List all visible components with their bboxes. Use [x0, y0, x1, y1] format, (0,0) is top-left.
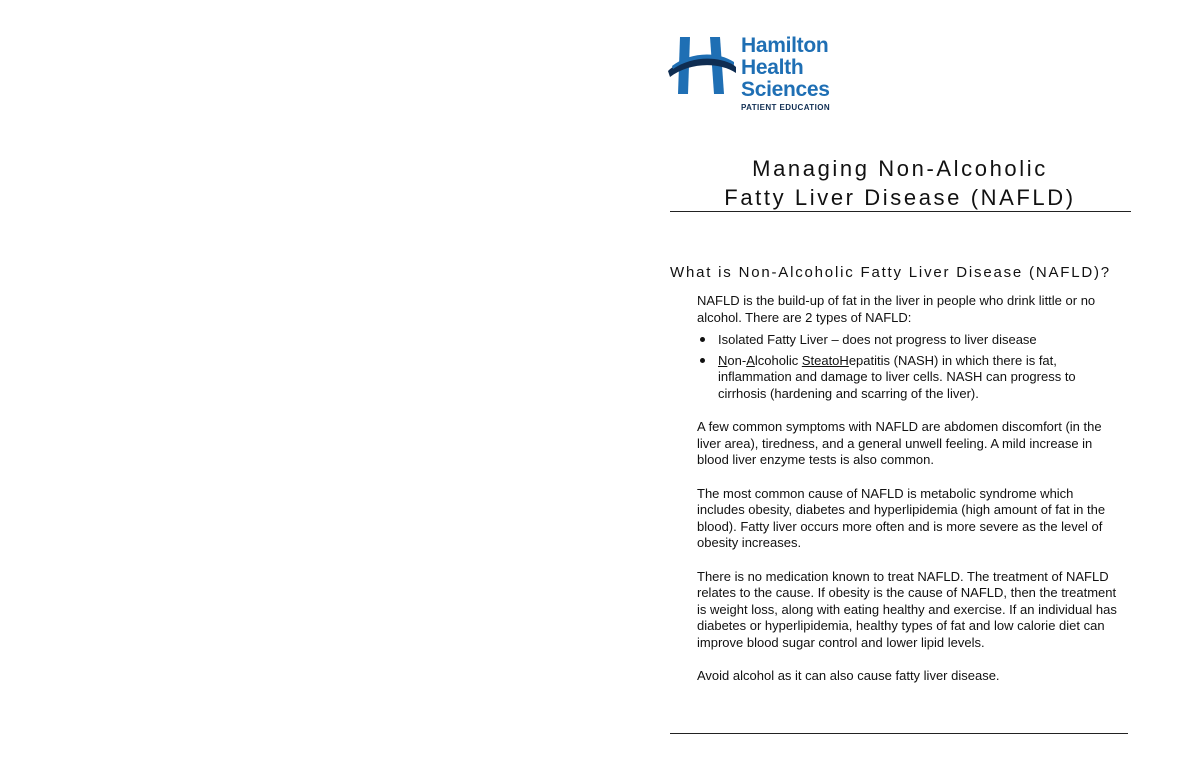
logo-subtitle: PATIENT EDUCATION	[741, 103, 831, 112]
document-title	[670, 154, 1130, 212]
title-line-1: Managing Non-Alcoholic	[752, 156, 1048, 181]
bottom-divider	[670, 733, 1128, 734]
nafld-types-list	[697, 332, 1117, 402]
section-heading: What is Non-Alcoholic Fatty Liver Disease (NAFLD)?	[670, 264, 1111, 281]
logo-line-sciences: Sciences	[741, 78, 830, 101]
bullet-text-part: epatitis (NASH) in which there is fat, inflammation and damage to liver cells. NASH can progress to cirrhosis (hardening and scarring of the liver).	[718, 352, 1076, 401]
acronym-letter-n: N	[718, 352, 728, 368]
section-body	[697, 293, 1117, 702]
list-item	[697, 332, 1117, 349]
intro-paragraph: NAFLD is the build-up of fat in the liver in people who drink little or no alcohol. There are 2 types of NAFLD:	[697, 293, 1096, 325]
logo-line-health: Health	[741, 56, 804, 79]
bullet-icon	[700, 358, 705, 363]
cause-paragraph: The most common cause of NAFLD is metabolic syndrome which includes obesity, diabetes and hyperlipidemia (high amount of fat in the blood). Fatty liver occurs more often and is more severe as the level of obesity increases.	[697, 485, 1106, 550]
bullet-text-part: lcoholic	[754, 352, 802, 368]
bullet-text-isolated-fatty-liver: Isolated Fatty Liver – does not progress to liver disease	[718, 332, 1037, 347]
symptoms-paragraph: A few common symptoms with NAFLD are abdomen discomfort (in the liver area), tiredness, and a general unwell feeling. A mild increase in blood liver enzyme tests is also common.	[697, 419, 1102, 467]
logo-line-hamilton: Hamilton	[741, 34, 829, 57]
bullet-icon	[700, 337, 705, 342]
hamilton-health-sciences-logo	[666, 33, 846, 113]
list-item	[697, 353, 1117, 403]
alcohol-advice-paragraph: Avoid alcohol as it can also cause fatty liver disease.	[697, 668, 1000, 683]
acronym-letter-s: S	[801, 352, 811, 368]
bridge-logo-icon	[666, 33, 738, 97]
bullet-text-nash	[718, 353, 1076, 401]
logo-wordmark	[741, 35, 830, 112]
bullet-text-part: on-	[727, 352, 747, 368]
title-divider	[670, 211, 1131, 212]
bullet-text-part: teato	[810, 352, 840, 368]
acronym-letter-h: H	[839, 352, 849, 368]
treatment-paragraph: There is no medication known to treat NAFLD. The treatment of NAFLD relates to the cause. If obesity is the cause of NAFLD, then the treatment is weight loss, along with eating healthy and exercise. If an individual has diabetes or hyperlipidemia, healthy types of fat and low calorie diet can improve blood sugar control and lower lipid levels.	[697, 568, 1117, 650]
acronym-letter-a: A	[746, 352, 755, 368]
title-line-2: Fatty Liver Disease (NAFLD)	[724, 185, 1076, 210]
